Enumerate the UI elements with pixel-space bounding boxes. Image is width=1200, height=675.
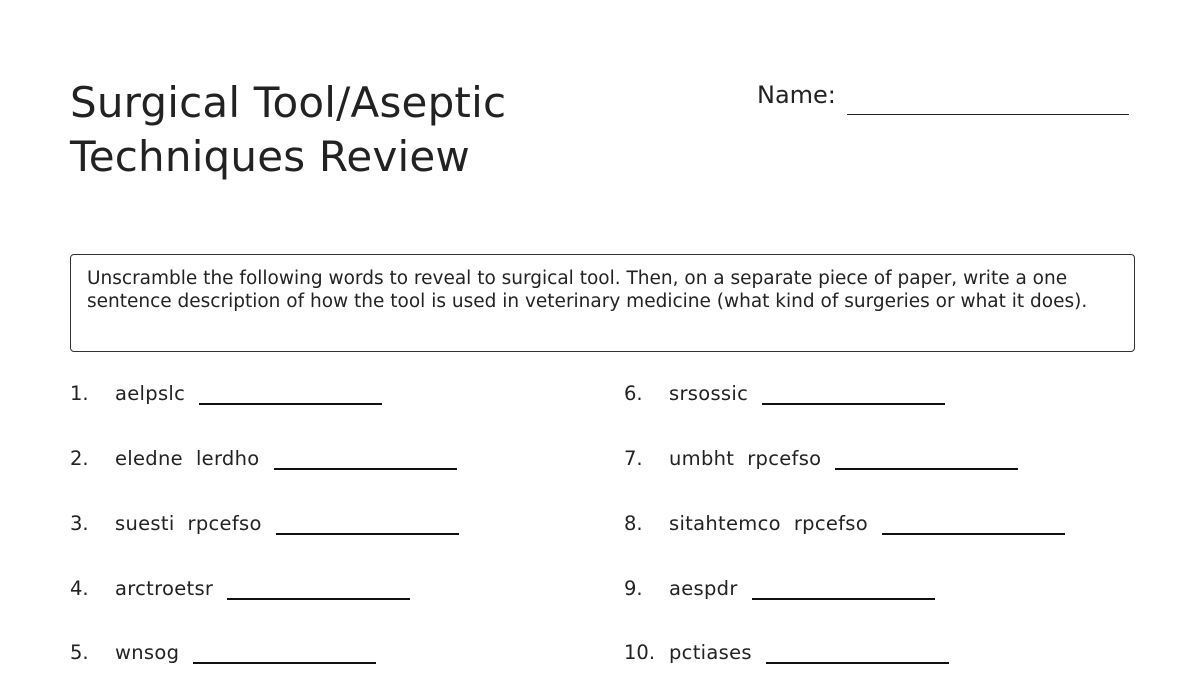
scrambled-word: aespdr bbox=[669, 576, 738, 600]
list-item-3 bbox=[70, 508, 459, 538]
scrambled-word: sitahtemco rpcefso bbox=[669, 511, 868, 535]
list-item-9 bbox=[624, 573, 935, 603]
item-number: 1. bbox=[70, 381, 89, 405]
item-number: 5. bbox=[70, 640, 89, 664]
worksheet-title-line-2: Techniques Review bbox=[70, 132, 470, 181]
item-number: 3. bbox=[70, 511, 89, 535]
answer-blank bbox=[227, 598, 410, 600]
name-blank-line bbox=[847, 114, 1129, 115]
scrambled-word: srsossic bbox=[669, 381, 749, 405]
worksheet-title-line-1: Surgical Tool/Aseptic bbox=[70, 78, 507, 127]
instructions-box: Unscramble the following words to reveal to surgical tool. Then, on a separate piece of paper, write a one sentence description of how the tool is used in veterinary medicine (what kind of surgeries or what it does). bbox=[70, 254, 1135, 352]
list-item-2 bbox=[70, 443, 457, 473]
name-label: Name: bbox=[757, 81, 836, 109]
list-item-10 bbox=[624, 637, 949, 667]
list-item-1 bbox=[70, 378, 382, 408]
answer-blank bbox=[762, 403, 945, 405]
item-number: 6. bbox=[624, 381, 643, 405]
answer-blank bbox=[835, 468, 1018, 470]
worksheet-title bbox=[70, 76, 630, 184]
answer-blank bbox=[766, 662, 949, 664]
scrambled-word: umbht rpcefso bbox=[669, 446, 822, 470]
scrambled-word-list bbox=[70, 378, 1130, 668]
item-number: 8. bbox=[624, 511, 643, 535]
answer-blank bbox=[199, 403, 382, 405]
item-number: 4. bbox=[70, 576, 89, 600]
scrambled-word: suesti rpcefso bbox=[115, 511, 262, 535]
answer-blank bbox=[276, 533, 459, 535]
scrambled-word: aelpslc bbox=[115, 381, 186, 405]
item-number: 10. bbox=[624, 640, 656, 664]
scrambled-word: wnsog bbox=[115, 640, 180, 664]
list-item-5 bbox=[70, 637, 376, 667]
scrambled-word: arctroetsr bbox=[115, 576, 214, 600]
answer-blank bbox=[193, 662, 376, 664]
scrambled-word: pctiases bbox=[669, 640, 752, 664]
item-number: 7. bbox=[624, 446, 643, 470]
answer-blank bbox=[882, 533, 1065, 535]
scrambled-word: eledne lerdho bbox=[115, 446, 260, 470]
answer-blank bbox=[752, 598, 935, 600]
list-item-6 bbox=[624, 378, 945, 408]
answer-blank bbox=[274, 468, 457, 470]
list-item-7 bbox=[624, 443, 1018, 473]
item-number: 9. bbox=[624, 576, 643, 600]
name-field bbox=[757, 80, 1129, 120]
item-number: 2. bbox=[70, 446, 89, 470]
list-item-8 bbox=[624, 508, 1065, 538]
list-item-4 bbox=[70, 573, 410, 603]
